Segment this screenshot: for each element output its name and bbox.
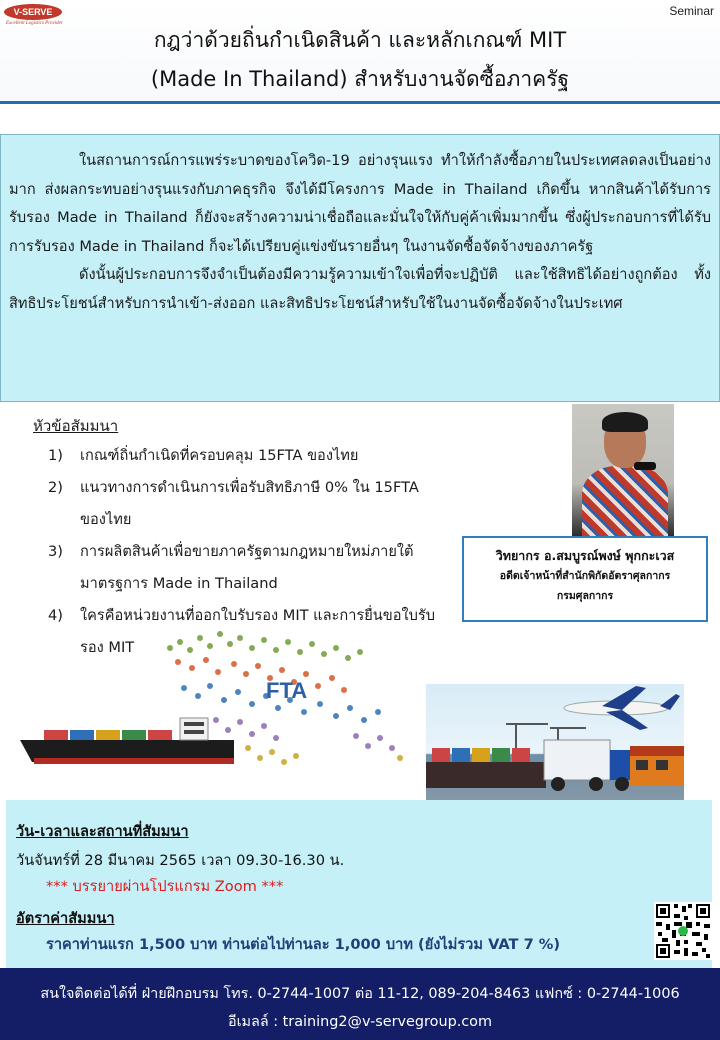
fee-heading: อัตราค่าสัมมนา [16,910,115,927]
logo-text: V-SERVE [4,4,62,20]
topic-text: การผลิตสินค้าเพื่อขายภาครัฐตามกฎหมายใหม่ภายใต้มาตรฐการ Made in Thailand [80,543,414,592]
topic-text: เกณฑ์ถิ่นกำเนิดที่ครอบคลุม 15FTA ของไทย [80,447,359,464]
seminar-badge: Seminar [669,4,714,18]
contact-footer [0,968,720,1040]
topic-text: แนวทางการดำเนินการเพื่อรับสิทธิภาษี 0% ใน 15FTA ของไทย [80,479,419,528]
speaker-photo [572,404,674,536]
contact-email-link[interactable]: อีเมลล์ : training2@v-servegroup.com [227,1014,493,1030]
fta-map-label: FTA [266,678,308,703]
schedule-heading: วัน-เวลาและสถานที่สัมมนา [16,823,189,840]
topic-item [48,472,448,536]
topic-number: 1) [48,447,63,464]
page-title-line2: (Made In Thailand) สำหรับงานจัดซื้อภาครัฐ [150,67,570,91]
intro-paragraph-1: ในสถานการณ์การแพร่ระบาดของโควิด-19 อย่างรุนแรง ทำให้กำลังซื้อภายในประเทศลดลงเป็นอย่างมาก ส่งผลกระทบอย่างรุนแรงกับภาคธุรกิจ จึงได้มีโครงการ Made in Thailand เกิดขึ้น หากสินค้าได้รับการรับรอง Made in Thailand ก็ยังจะสร้างความน่าเชื่อถือและมั่นใจให้กับคู่ค้าเพิ่มมากขึ้น ซึ่งผู้ประกอบการที่ได้รับการรับรอง Made in Thailand ก็จะได้เปรียบคู่แข่งขันรายอื่นๆ ในงานจัดซื้อจัดจ้างของภาครัฐ [9,152,711,255]
contact-info: สนใจติดต่อได้ที่ ฝ่ายฝึกอบรม โทร. 0-2744-1007 ต่อ 11-12, 089-204-8463 แฟกซ์ : 0-2744-1006 [40,986,680,1002]
fta-world-map-illustration [20,608,426,788]
speaker-card [462,536,708,622]
header [0,0,720,104]
topic-number: 2) [48,479,63,496]
topic-item [48,440,448,472]
topic-number: 3) [48,543,63,560]
qr-code[interactable] [654,902,712,960]
intro-paragraph-2: ดังนั้นผู้ประกอบการจึงจำเป็นต้องมีความรู้ความเข้าใจเพื่อที่จะปฏิบัติ และใช้สิทธิได้อย่างถูกต้อง ทั้งสิทธิประโยชน์สำหรับการนำเข้า-ส่งออก และสิทธิประโยชน์สำหรับใช้ในงานจัดซื้อจัดจ้างในประเทศ [9,266,711,312]
page-title-line1: กฎว่าด้วยถิ่นกำเนิดสินค้า และหลักเกณฑ์ MIT [153,28,567,52]
fee-text: ราคาท่านแรก 1,500 บาท ท่านต่อไปท่านละ 1,000 บาท (ยังไม่รวม VAT 7 %) [46,936,561,953]
speaker-name: วิทยากร อ.สมบูรณ์พงษ์ พุกกะเวส [495,548,675,563]
topic-number: 4) [48,607,63,624]
logistics-transport-photo [426,684,684,810]
topic-item [48,536,448,600]
schedule-mode: *** บรรยายผ่านโปรแกรม Zoom *** [46,878,284,895]
schedule-datetime: วันจันทร์ที่ 28 มีนาคม 2565 เวลา 09.30-16.30 น. [16,852,345,869]
speaker-department: กรมศุลกากร [556,590,614,602]
topics-heading: หัวข้อสัมมนา [33,417,119,435]
logo-tagline: Excellent Logistics Provider [6,21,63,26]
topic-text: ใครคือหน่วยงานที่ออกใบรับรอง MIT และการยื่นขอใบรับรอง MIT [80,607,436,656]
speaker-role: อดีตเจ้าหน้าที่สำนักพิกัดอัตราศุลกากร [499,570,671,582]
intro-box [0,134,720,402]
